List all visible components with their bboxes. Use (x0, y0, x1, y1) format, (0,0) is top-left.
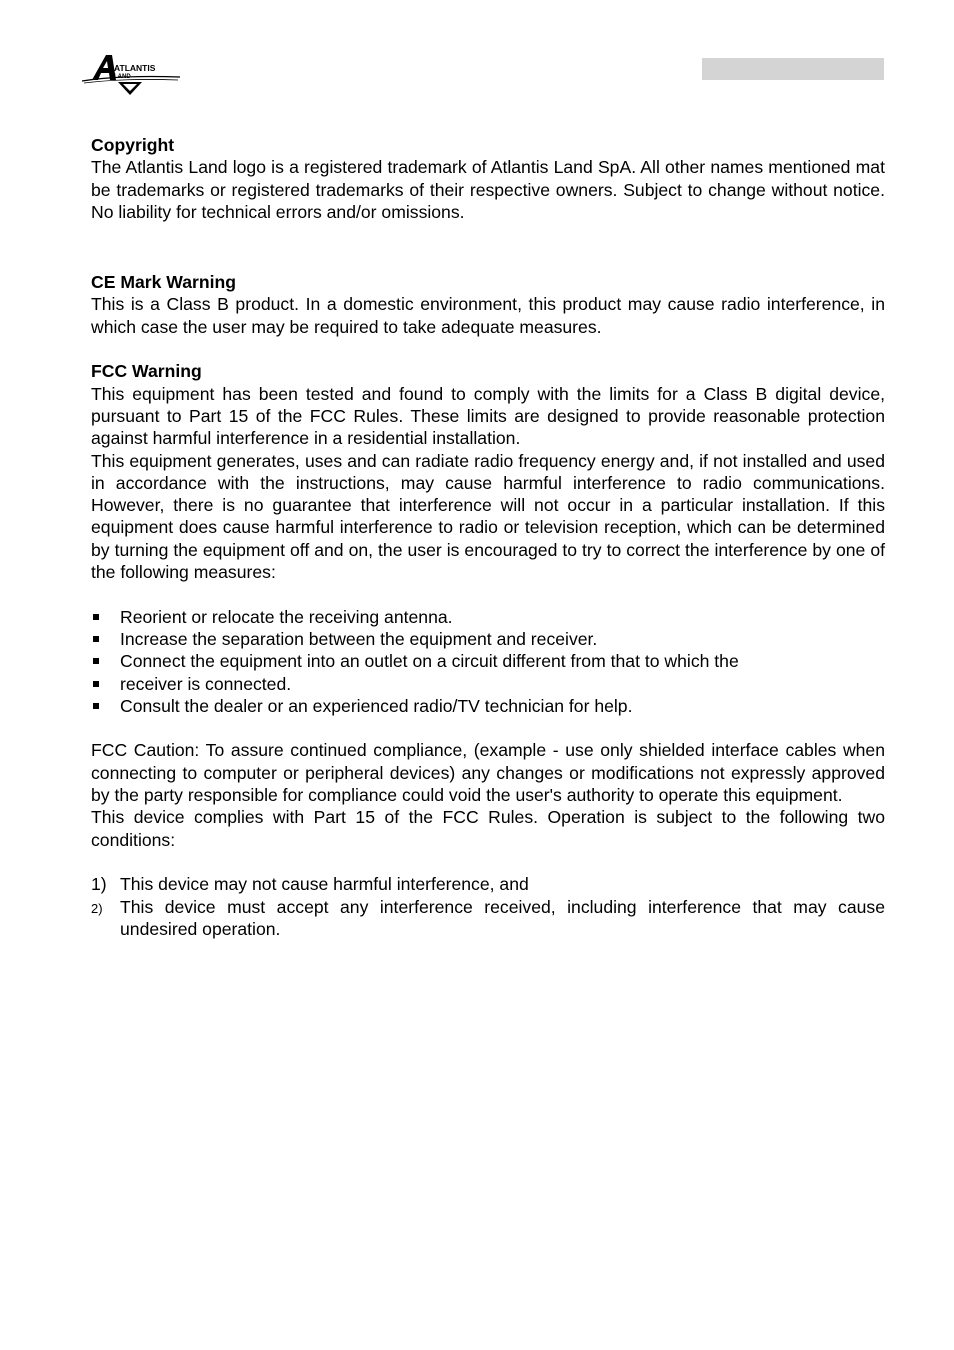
list-number: 2) (91, 900, 103, 916)
list-item: Reorient or relocate the receiving antenna. (91, 606, 885, 628)
list-item: 1) This device may not cause harmful interference, and (91, 874, 529, 895)
square-bullet-icon (93, 614, 99, 620)
square-bullet-icon (93, 636, 99, 642)
list-number: 1) (91, 874, 107, 895)
list-item: Increase the separation between the equipment and receiver. (91, 628, 885, 650)
copyright-text: The Atlantis Land logo is a registered trademark of Atlantis Land SpA. All other names mentioned mat be trademarks or registered trademarks of their respective owners. Subject to change without notice. No liability for technical errors and/or omissions. (91, 157, 885, 222)
square-bullet-icon (93, 681, 99, 687)
fcc-warning-para-1: This equipment has been tested and found to comply with the limits for a Class B digital device, pursuant to Part 15 of the FCC Rules. These limits are designed to provide reasonable protection against harmful interference in a residential installation. (91, 383, 885, 449)
atlantis-land-logo (80, 50, 182, 96)
ce-mark-heading: CE Mark Warning (91, 272, 237, 293)
fcc-compliance-text: This device complies with Part 15 of the FCC Rules. Operation is subject to the following two conditions: (91, 807, 885, 850)
conditions-list (91, 873, 885, 940)
copyright-heading: Copyright (91, 135, 175, 155)
list-item: 2) This device must accept any interference received, including interference that may cause undesired operation. (91, 896, 885, 939)
square-bullet-icon (93, 658, 99, 664)
logo-wordmark-top: ATLANTIS (114, 63, 156, 73)
measures-list (91, 606, 885, 717)
document-body (91, 134, 885, 940)
ce-mark-text: This is a Class B product. In a domestic environment, this product may cause radio interference, in which case the user may be required to take adequate measures. (91, 294, 885, 337)
fcc-caution-text: FCC Caution: To assure continued compliance, (example - use only shielded interface cables when connecting to computer or peripheral devices) any changes or modifications not expressly approved by the party responsible for compliance could void the user's authority to operate this equipment. (91, 740, 885, 806)
logo-wordmark-bottom: LAND (114, 74, 131, 80)
square-bullet-icon (93, 703, 99, 709)
header-bar (702, 58, 884, 80)
list-item: receiver is connected. (91, 673, 885, 695)
fcc-warning-para-2: This equipment generates, uses and can radiate radio frequency energy and, if not installed and used in accordance with the instructions, may cause harmful interference to radio communications. However, there is no guarantee that interference will not occur in a particular installation. If this equipment does cause harmful interference to radio or television reception, which can be determined by turning the equipment off and on, the user is encouraged to try to correct the interference by one of the following measures: (91, 450, 885, 583)
list-item: Connect the equipment into an outlet on a circuit different from that to which the (91, 650, 885, 672)
list-item: Consult the dealer or an experienced radio/TV technician for help. (91, 695, 885, 717)
fcc-warning-heading: FCC Warning (91, 361, 202, 382)
